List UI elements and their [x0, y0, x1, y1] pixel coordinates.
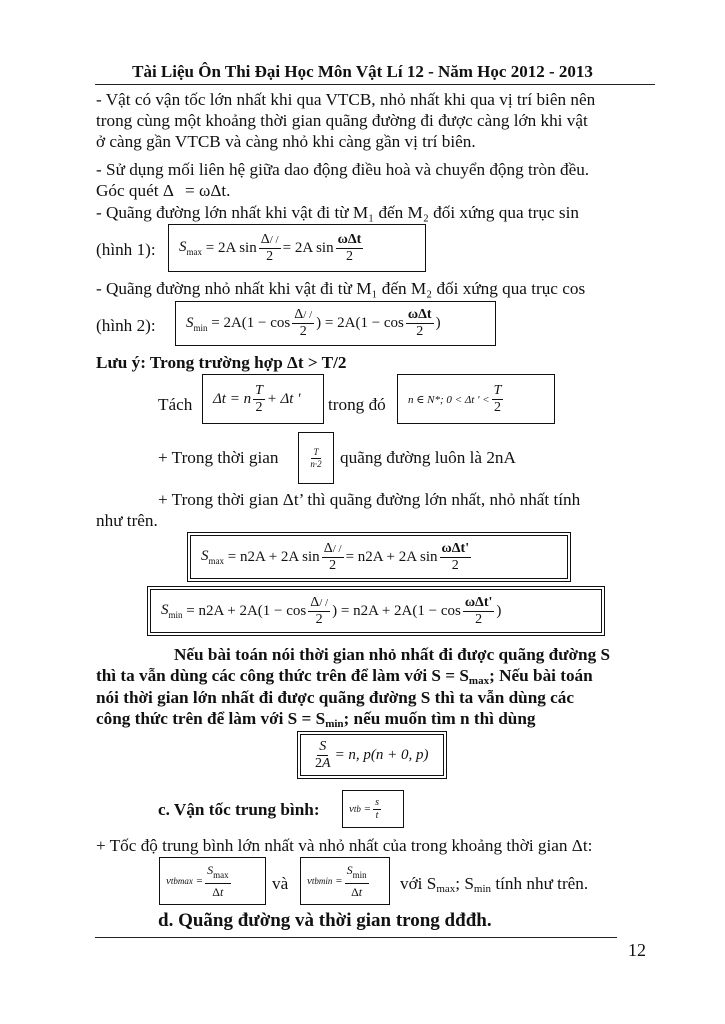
fraction: $\frac{\Delta/ /}{2}$ [310, 594, 329, 627]
text-line: nói thời gian lớn nhất đi được quãng đường S thì ta vẫn dùng các [96, 688, 575, 707]
section-d-heading: d. Quãng đường và thời gian trong dđđh. [158, 910, 492, 931]
text-line: quãng đường luôn là 2nA [340, 448, 516, 467]
vtbmax-formula-box: vtbmax = $\frac{S_{max}}{\Delta t}$ [159, 857, 266, 905]
text-line: như trên. [96, 511, 158, 530]
vtbmin-formula-box: vtbmin = $\frac{S_{min}}{\Delta t}$ [300, 857, 390, 905]
note-text: với S [400, 874, 437, 893]
formula-subscript: tbmin [311, 876, 333, 886]
text-line: - Sử dụng mối liên hệ giữa dao động điều hoà và chuyển động tròn đều. [96, 160, 590, 179]
note-text: ; S [455, 874, 474, 893]
smax-n2a-box: $S_{max}$ = n2A + 2A sin $\frac{\Delta/ /}{2}$ = n2A + 2A sin $\frac{\text{ωΔt'}}{2}$ [190, 535, 568, 579]
note-text: ; nếu muốn tìm n thì dùng [343, 709, 536, 728]
note-text: tính như trên. [491, 874, 589, 893]
formula-text: v [307, 875, 312, 887]
formula-subscript: tbmax [170, 876, 193, 886]
header-rule [95, 84, 655, 85]
formula-text: = n, p(n + 0, p) [334, 746, 429, 763]
formula-text: + Δt ' [266, 390, 301, 407]
nT2-box [298, 432, 334, 484]
condition-box [397, 374, 555, 424]
formula-text: v [166, 875, 171, 887]
formula-text: = 2A(1 − cos [211, 315, 291, 331]
fraction: $\frac{\text{ωΔt}}{2}$ [407, 307, 432, 339]
note-subscript: max [468, 675, 490, 687]
formula-text: ) = 2A(1 − cos [316, 315, 404, 331]
formula-text: Δt = n [213, 390, 252, 407]
formula-text: v [349, 803, 354, 815]
fraction: $\frac{S_{max}}{\Delta t}$ [207, 863, 229, 899]
dt-split-box [202, 374, 324, 424]
fraction: $\frac{\Delta/ /}{2}$ [294, 307, 313, 339]
text-line: Góc quét Δ = ωΔt. [96, 181, 231, 200]
page-number: 12 [628, 940, 646, 960]
fraction: $\frac{T}{2}$ [255, 382, 263, 415]
note-heading: Lưu ý: Trong trường hợp Δt > T/2 [96, 353, 347, 372]
smax-formula-box: $S_{max}$ = 2A sin $\frac{\Delta/ /}{2}$ = 2A sin $\frac{\text{ωΔt}}{2}$ [168, 224, 426, 272]
note-text: công thức trên để làm với S = S [96, 709, 326, 728]
text-line: và [272, 874, 289, 893]
formula-text: = n2A + 2A sin [227, 548, 320, 565]
formula-text: n ∈ N*; 0 < Δt ' < [408, 393, 490, 406]
fraction: $\frac{T}{2}$ [493, 382, 502, 415]
text-line: + Trong thời gian [158, 448, 279, 467]
n-formula-box [300, 734, 444, 776]
footer-rule [95, 937, 617, 938]
text-line: - Vật có vận tốc lớn nhất khi qua VTCB, nhỏ nhất khi qua vị trí biên nên [96, 90, 596, 109]
text-line: Nếu bài toán nói thời gian nhỏ nhất đi được quãng đường S [174, 645, 611, 664]
text-line: - Quãng đường nhỏ nhất khi vật đi từ M₁ đến M₂ đối xứng qua trục cos [96, 279, 586, 298]
text-line: trong đó [328, 395, 386, 414]
page-header-title: Tài Liệu Ôn Thi Đại Học Môn Vật Lí 12 - Năm Học 2012 - 2013 [132, 62, 593, 81]
vtb-formula-box: vtb = $\frac{s}{t}$ [342, 790, 404, 828]
formula-text: ) = n2A + 2A(1 − cos [332, 602, 461, 619]
fraction: $\frac{\Delta/ /}{2}$ [323, 540, 342, 573]
note-text: ; Nếu bài toán [489, 666, 593, 685]
formula-text: = 2A sin [205, 239, 257, 256]
fraction: $\frac{\text{ωΔt}}{2}$ [337, 231, 362, 264]
note-subscript: min [473, 883, 492, 895]
fraction: $\frac{S_{min}}{\Delta t}$ [346, 863, 367, 899]
text-line [96, 709, 536, 734]
text-line: + Tốc độ trung bình lớn nhất và nhỏ nhất của trong khoảng thời gian Δt: [96, 836, 593, 855]
fraction: $\frac{S}{2A}$ [315, 738, 331, 771]
text-line: Tách [158, 395, 193, 414]
section-c-heading: c. Vận tốc trung bình: [158, 800, 320, 819]
formula-text: = n2A + 2A(1 − cos [186, 602, 307, 619]
figure-2-label: (hình 2): [96, 316, 156, 335]
formula-subscript: tb [353, 804, 361, 814]
fraction: $\frac{\text{ωΔt'}}{2}$ [441, 540, 470, 573]
note-subscript: min [325, 718, 344, 730]
text-line: + Trong thời gian Δt’ thì quãng đường lớn nhất, nhỏ nhất tính [158, 490, 581, 509]
note-subscript: max [436, 883, 456, 895]
smin-n2a-box: $S_{min}$ = n2A + 2A(1 − cos $\frac{\Delta/ /}{2}$ ) = n2A + 2A(1 − cos $\frac{\text{ωΔt'}}{2}$ ) [150, 589, 602, 633]
text-line: trong cùng một khoảng thời gian quãng đường đi được càng lớn khi vật [96, 111, 588, 130]
text-line [400, 874, 588, 899]
fraction: $\frac{s}{t}$ [375, 796, 379, 821]
fraction: $\frac{\text{ωΔt'}}{2}$ [464, 594, 493, 627]
text-line: ở càng gần VTCB và càng nhỏ khi càng gần vị trí biên. [96, 132, 476, 151]
note-text: thì ta vẫn dùng các công thức trên để làm với S = S [96, 666, 469, 685]
fraction: $\frac{T}{n\cdot 2}$ [310, 446, 322, 469]
formula-text: = n2A + 2A sin [345, 548, 438, 565]
text-line: - Quãng đường lớn nhất khi vật đi từ M₁ đến M₂ đối xứng qua trục sin [96, 203, 579, 222]
smin-formula-box: $S_{min}$ = 2A(1 − cos $\frac{\Delta/ /}{2}$ ) = 2A(1 − cos $\frac{\text{ωΔt}}{2}$ ) [175, 301, 496, 346]
formula-text: = 2A sin [282, 239, 334, 256]
figure-1-label: (hình 1): [96, 240, 156, 259]
fraction: $\frac{\Delta/ /}{2}$ [260, 231, 279, 264]
